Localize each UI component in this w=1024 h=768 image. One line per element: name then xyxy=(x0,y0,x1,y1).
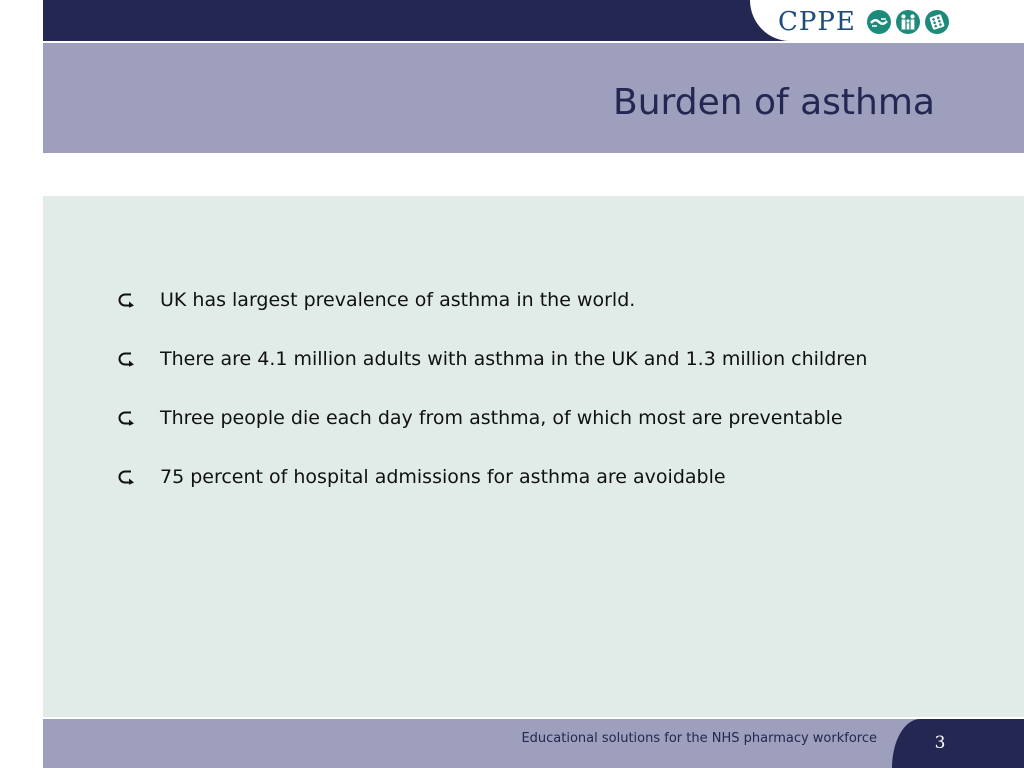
bullet-list xyxy=(118,284,948,520)
page-number-tab xyxy=(892,719,1024,768)
bullet-item xyxy=(118,461,948,494)
handshake-icon xyxy=(866,9,892,35)
bullet-text: UK has largest prevalence of asthma in the world. xyxy=(160,289,636,311)
curved-arrow-bullet-icon xyxy=(118,292,136,308)
bullet-text: There are 4.1 million adults with asthma in the UK and 1.3 million children xyxy=(160,348,868,370)
curved-arrow-bullet-icon xyxy=(118,410,136,426)
bullet-item xyxy=(118,343,948,376)
cppe-logo: CPPE xyxy=(778,7,856,37)
footer-tagline: Educational solutions for the NHS pharmacy workforce xyxy=(521,731,877,746)
family-icon xyxy=(895,9,921,35)
curved-arrow-bullet-icon xyxy=(118,351,136,367)
bullet-item xyxy=(118,284,948,317)
bullet-text: Three people die each day from asthma, of which most are preventable xyxy=(160,407,843,429)
curved-arrow-bullet-icon xyxy=(118,469,136,485)
slide-title: Burden of asthma xyxy=(613,82,935,123)
bullet-item xyxy=(118,402,948,435)
bullet-text: 75 percent of hospital admissions for asthma are avoidable xyxy=(160,466,726,488)
page-number: 3 xyxy=(934,733,946,753)
logo-icons xyxy=(866,9,950,35)
pill-pack-icon xyxy=(924,9,950,35)
